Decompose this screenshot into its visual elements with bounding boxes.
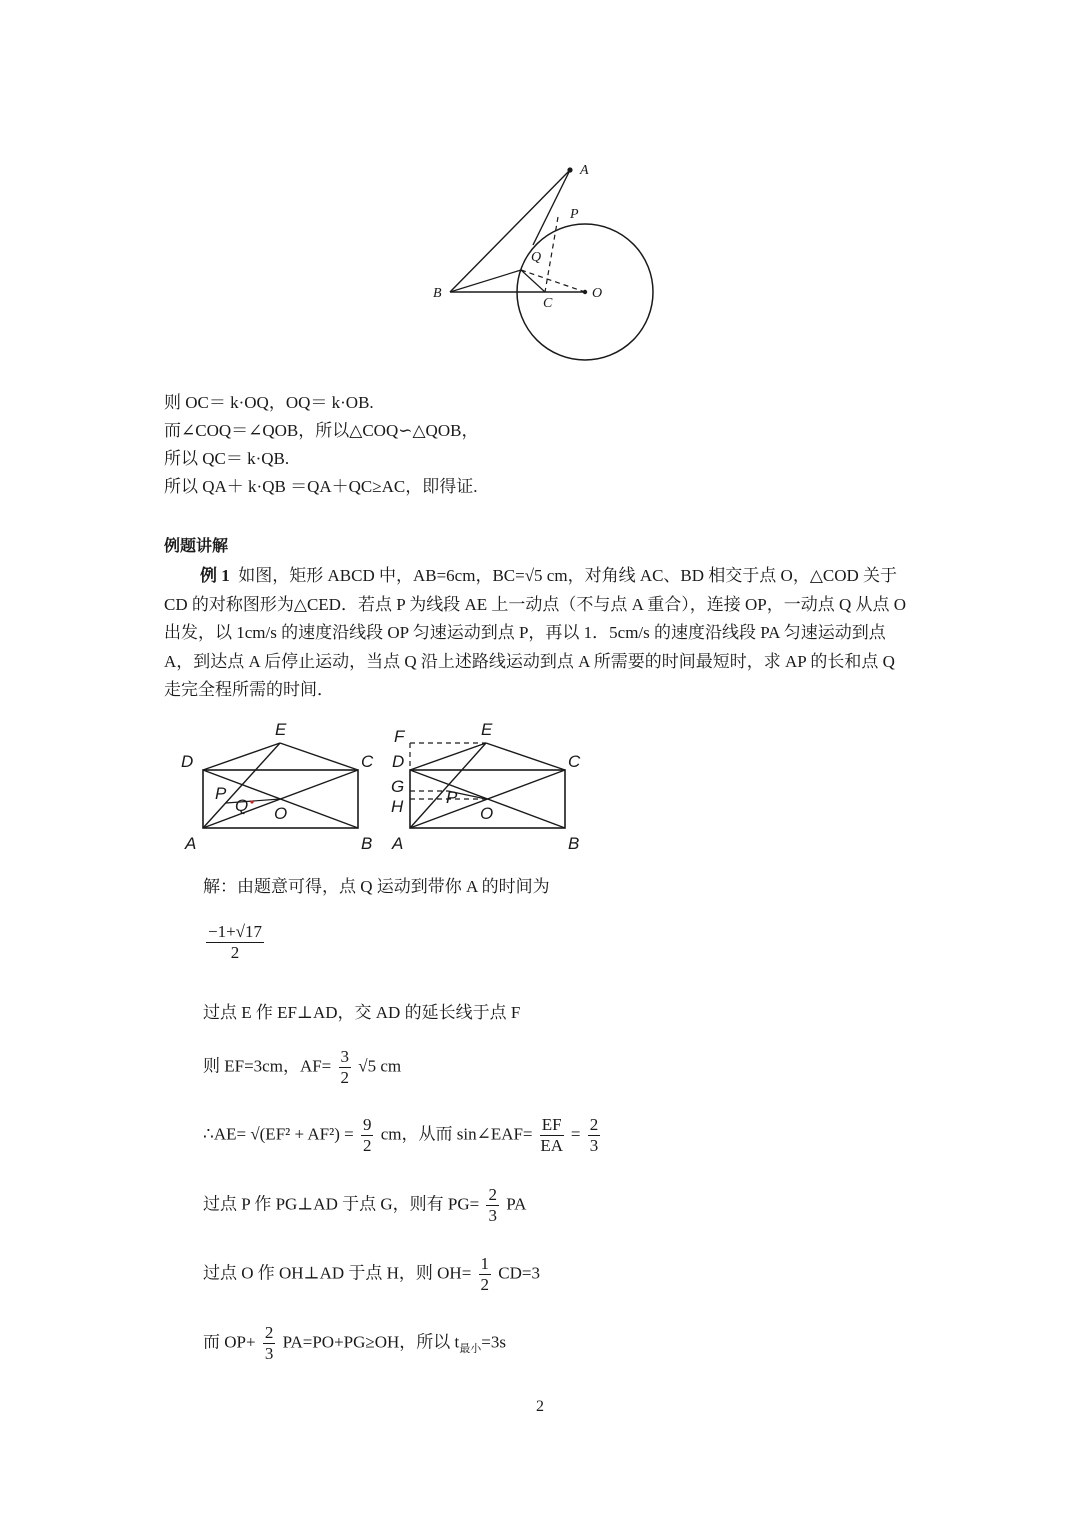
label-o: O xyxy=(274,804,288,823)
solution-step5 xyxy=(203,1254,540,1295)
denominator: 3 xyxy=(488,1206,497,1225)
step4-pre: 过点 P 作 PG⊥AD 于点 G，则有 PG= xyxy=(203,1194,480,1214)
step6-sub: 最小 xyxy=(459,1342,482,1355)
proof-line-3: 所以 QC＝ k·QB. xyxy=(164,449,290,468)
label-e: E xyxy=(481,720,493,739)
solution-step1: 过点 E 作 EF⊥AD，交 AD 的延长线于点 F xyxy=(203,1003,521,1022)
solution-step3 xyxy=(203,1115,603,1156)
label-f: F xyxy=(394,727,405,746)
numerator: 9 xyxy=(362,1115,372,1134)
solution-step6 xyxy=(203,1323,506,1364)
label-p: P xyxy=(215,784,227,803)
example-paragraph xyxy=(164,562,916,705)
numerator: −1+√17 xyxy=(208,922,263,941)
label-a: A xyxy=(392,834,404,853)
label-c: C xyxy=(568,752,581,771)
fraction xyxy=(588,1115,601,1156)
label-e: E xyxy=(275,720,287,739)
fraction xyxy=(486,1185,499,1226)
label-p: P xyxy=(570,207,579,222)
numerator: 1 xyxy=(480,1254,490,1273)
solution-intro: 解：由题意可得，点 Q 运动到带你 A 的时间为 xyxy=(203,877,550,896)
solution-expr1 xyxy=(203,922,267,963)
label-q: Q xyxy=(235,796,249,815)
step2-post: √5 cm xyxy=(358,1056,402,1076)
denominator: 3 xyxy=(264,1344,274,1363)
solution-step4 xyxy=(203,1185,526,1226)
fraction xyxy=(479,1254,492,1295)
fraction xyxy=(339,1047,352,1088)
numerator: 2 xyxy=(488,1185,497,1204)
step3-eq: = xyxy=(570,1124,581,1144)
numerator: 2 xyxy=(589,1115,599,1134)
label-d: D xyxy=(392,752,405,771)
denominator: 2 xyxy=(480,1275,490,1294)
example-lead: 例 1 xyxy=(200,566,230,585)
label-p: P xyxy=(446,788,458,807)
proof-line-2: 而∠COQ＝∠QOB，所以△COQ∽△QOB， xyxy=(164,421,479,440)
label-q: Q xyxy=(531,250,542,265)
step5-post: CD=3 xyxy=(498,1263,540,1283)
denominator: 2 xyxy=(340,1068,350,1087)
solution-step2 xyxy=(203,1047,401,1088)
figure-circle-geometry xyxy=(420,155,670,370)
step6-pre: 而 OP+ xyxy=(203,1332,256,1352)
denominator: EA xyxy=(540,1136,564,1155)
label-b: B xyxy=(433,286,442,301)
label-c: C xyxy=(543,296,553,311)
label-o: O xyxy=(480,804,494,823)
step6-end: =3s xyxy=(481,1332,506,1352)
fraction xyxy=(206,922,264,963)
fraction xyxy=(540,1115,564,1156)
step6-post: PA=PO+PG≥OH，所以 t xyxy=(282,1332,460,1352)
step3-mid: cm，从而 sin∠EAF= xyxy=(380,1124,533,1144)
label-a: A xyxy=(185,834,197,853)
step5-pre: 过点 O 作 OH⊥AD 于点 H，则 OH= xyxy=(203,1263,472,1283)
label-d: D xyxy=(181,752,194,771)
figure-rectangle-left xyxy=(178,715,378,860)
figure-rectangle-right xyxy=(388,715,598,860)
denominator: 3 xyxy=(589,1136,599,1155)
proof-line-4: 所以 QA＋ k·QB ＝QA＋QC≥AC，即得证. xyxy=(164,477,478,496)
label-o: O xyxy=(592,286,603,301)
numerator: 3 xyxy=(340,1047,350,1066)
label-a: A xyxy=(580,163,589,178)
label-h: H xyxy=(391,797,404,816)
label-b: B xyxy=(361,834,373,853)
fraction xyxy=(361,1115,374,1156)
label-c: C xyxy=(361,752,374,771)
step4-post: PA xyxy=(506,1194,527,1214)
label-b: B xyxy=(568,834,580,853)
label-g: G xyxy=(391,777,405,796)
fraction xyxy=(263,1323,276,1364)
proof-line-1: 则 OC＝ k·OQ，OQ＝ k·OB. xyxy=(164,393,374,412)
page-number: 2 xyxy=(536,1398,544,1415)
step3-pre: ∴AE= √(EF² + AF²) = xyxy=(203,1124,354,1144)
example-text: 如图，矩形 ABCD 中，AB=6cm，BC=√5 cm，对角线 AC、BD 相交于点 O，△COD 关于 CD 的对称图形为△CED．若点 P 为线段 AE 上一动点（不与点 A 重合），连接 OP，一动点 Q 从点 O 出发，以 1cm/s 的速度沿线段 OP 匀速运动到点 P，再以 1．5cm/s 的速度沿线段 PA 匀速运动到点 A，到达点 A 后停止运动，当点 Q 沿上述路线运动到点 A 所需要的时间最短时，求 AP 的长和点 Q 走完全程所需的时间． xyxy=(164,566,907,699)
step2-pre: 则 EF=3cm，AF= xyxy=(203,1056,332,1076)
numerator: EF xyxy=(541,1115,562,1134)
numerator: 2 xyxy=(264,1323,274,1342)
denominator: 2 xyxy=(230,943,240,962)
denominator: 2 xyxy=(362,1136,372,1155)
section-heading: 例题讲解 xyxy=(164,536,229,555)
